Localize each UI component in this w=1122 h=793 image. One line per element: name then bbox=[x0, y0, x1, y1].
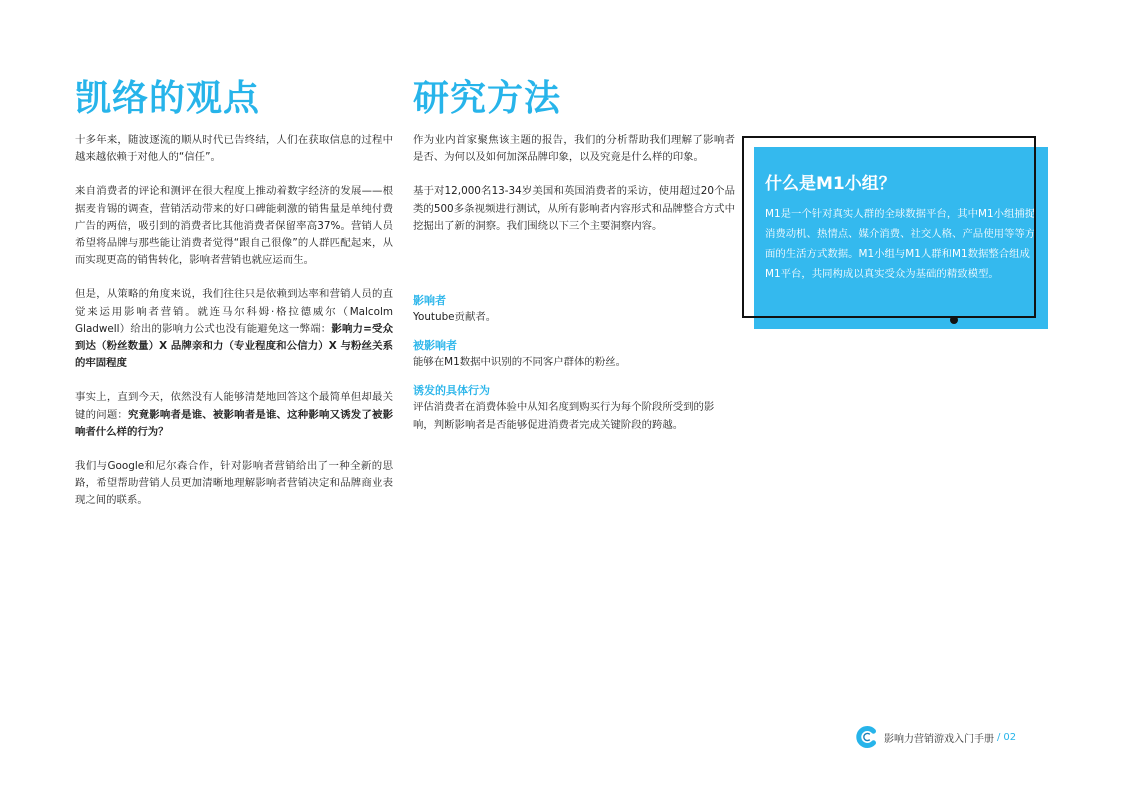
middle-paragraph-1: 作为业内首家聚焦该主题的报告，我们的分析帮助我们理解了影响者是否、为何以及如何加深品牌印象，以及究竟是什么样的印象。 bbox=[413, 134, 735, 164]
brand-logo-icon bbox=[855, 725, 879, 749]
left-paragraph-3 bbox=[75, 286, 393, 372]
left-paragraph-2: 来自消费者的评论和测评在很大程度上推动着数字经济的发展——根据麦肯锡的调查，营销活动带来的好口碑能刺激的销售量是单纯付费广告的两倍，吸引到的消费者比其他消费者保留率高37%。营销人员希望将品牌与那些能让消费者觉得“跟自己很像”的人群匹配起来，从而实现更高的销售转化，影响者营销也就应运而生。 bbox=[75, 185, 393, 267]
footer-separator: / bbox=[997, 731, 1001, 743]
formula-intro: 但是，从策略的角度来说，我们往往只是依赖到达率和营销人员的直觉来运用影响者营销。就连马尔科姆·格拉德威尔（Malcolm Gladwell）给出的影响力公式也没有能避免这一弊端： bbox=[75, 288, 393, 335]
m1-outline-frame bbox=[742, 136, 1036, 318]
insight-item bbox=[413, 338, 735, 371]
left-heading: 凯络的观点 bbox=[75, 78, 261, 119]
page-number: 02 bbox=[1003, 731, 1017, 743]
middle-heading: 研究方法 bbox=[413, 78, 562, 119]
left-column bbox=[75, 78, 393, 527]
insight-title-behavior: 诱发的具体行为 bbox=[413, 384, 490, 398]
insight-item bbox=[413, 383, 735, 433]
left-paragraph-4 bbox=[75, 389, 393, 441]
middle-column bbox=[413, 78, 735, 446]
question-intro: 事实上，直到今天，依然没有人能够清楚地回答这个最简单但却最关键的问题： bbox=[75, 391, 393, 421]
m1-description: M1是一个针对真实人群的全球数据平台，其中M1小组捕捉消费动机、热情点、媒介消费、社交人格、产品使用等等方面的生活方式数据。M1小组与M1人群和M1数据整合组成M1平台，共同构成以真实受众为基础的精致模型。 bbox=[765, 208, 1036, 280]
m1-title: 什么是M1小组？ bbox=[765, 174, 896, 194]
influence-formula: 影响力=受众到达（粉丝数量）X 品牌亲和力（专业程度和公信力）X 与粉丝关系的牢固程度 bbox=[75, 322, 393, 370]
left-paragraph-1: 十多年来，随波逐流的顺从时代已告终结，人们在获取信息的过程中越来越依赖于对他人的“信任”。 bbox=[75, 134, 393, 164]
left-paragraph-5: 我们与Google和尼尔森合作，针对影响者营销给出了一种全新的思路，希望帮助营销人员更加清晰地理解影响者营销决定和品牌商业表现之间的联系。 bbox=[75, 460, 393, 507]
insight-text-influenced: 能够在M1数据中识别的不同客户群体的粉丝。 bbox=[413, 356, 626, 369]
footer-title: 影响力营销游戏入门手册 bbox=[884, 733, 994, 745]
insight-title-influencer: 影响者 bbox=[413, 294, 446, 308]
insight-item bbox=[413, 293, 735, 326]
middle-paragraph-2: 基于对12,000名13-34岁美国和英国消费者的采访，使用超过20个品类的500多条视频进行测试，从所有影响者内容形式和品牌整合方式中挖掘出了新的洞察。我们围绕以下三个主要洞察内容。 bbox=[413, 185, 735, 232]
frame-dot bbox=[950, 316, 958, 324]
insight-title-influenced: 被影响者 bbox=[413, 339, 457, 353]
insight-text-influencer: Youtube贡献者。 bbox=[413, 311, 497, 324]
key-question: 究竟影响者是谁、被影响者是谁、这种影响又诱发了被影响者什么样的行为？ bbox=[75, 408, 394, 438]
page-footer bbox=[855, 724, 1055, 750]
insight-text-behavior: 评估消费者在消费体验中从知名度到购买行为每个阶段所受到的影响，判断影响者是否能够促进消费者完成关键阶段的跨越。 bbox=[413, 401, 715, 431]
